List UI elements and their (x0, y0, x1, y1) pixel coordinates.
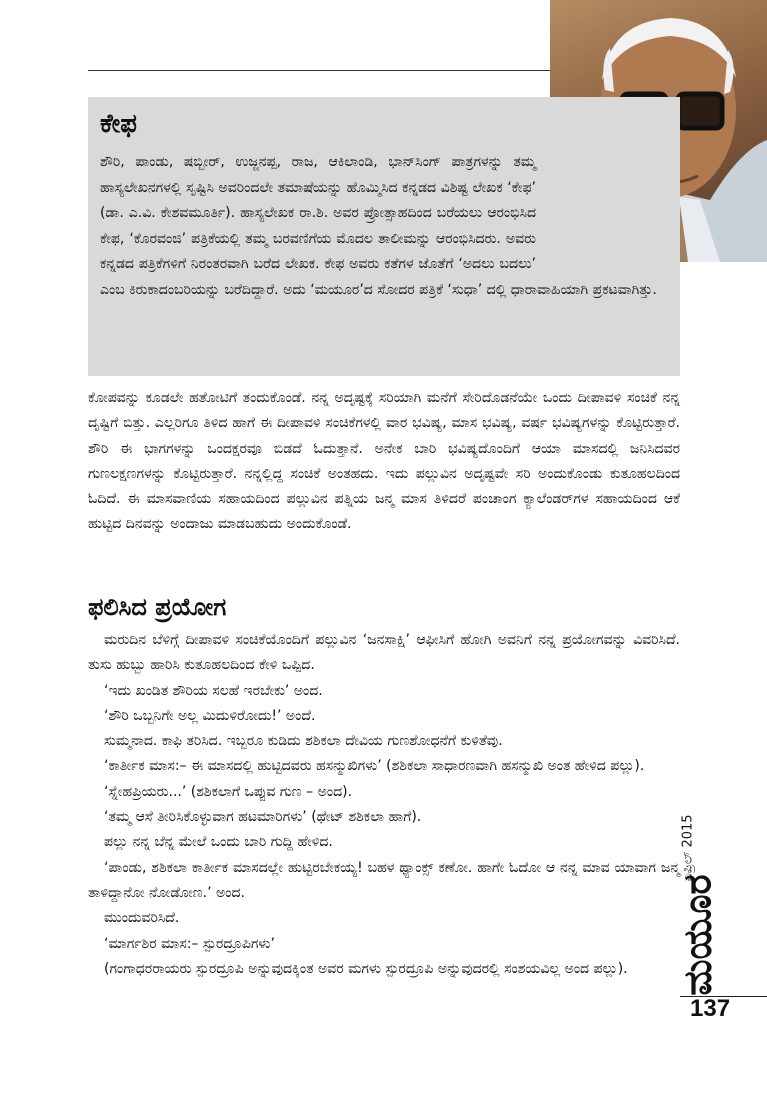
paragraph: ‘ಕಾರ್ತೀಕ ಮಾಸ:– ಈ ಮಾಸದಲ್ಲಿ ಹುಟ್ಟಿದವರು ಹಸನ್ಮುಖಿಗಳು’ (ಶಶಿಕಲಾ ಸಾಧಾರಣವಾಗಿ ಹಸನ್ಮುಖಿ ಅಂತ ಹೇಳಿದ ಪಲ್ಲು). (104, 758, 645, 775)
paragraph: ‘ಮಾರ್ಗಶಿರ ಮಾಸ:– ಸ್ಪುರದ್ರೂಪಿಗಳು’ (104, 935, 275, 952)
box-title: ಕೇಫ (100, 109, 137, 139)
issue-date: ಏಪ್ರಿಲ್ 2015 (680, 814, 696, 882)
section-body (88, 628, 680, 982)
magazine-logo (672, 874, 724, 996)
paragraph: ‘ಪಾಂಡು, ಶಶಿಕಲಾ ಕಾರ್ತೀಕ ಮಾಸದಲ್ಲೇ ಹುಟ್ಟಿರಬೇಕಯ್ಯ! ಬಹಳ ಥ್ಯಾಂಕ್ಸ್ ಕಣೋ. ಹಾಗೇ ಓದೋ ಆ ನನ್ನ ಮಾವ ಯಾವಾಗ ಜನ್ಮ ತಾಳಿದ್ದಾನೋ ನೋಡೋಣ.’ ಅಂದ. (88, 859, 680, 901)
page-number: 137 (690, 995, 731, 1022)
photo-wrap-spacer (536, 150, 668, 270)
paragraph: ಪಲ್ಲು ನನ್ನ ಬೆನ್ನ ಮೇಲೆ ಒಂದು ಬಾರಿ ಗುದ್ದಿ ಹೇಳಿದ. (104, 834, 333, 851)
intro-paragraph: ಕೋಪವನ್ನು ಕೂಡಲೇ ಹತೋಟಿಗೆ ತಂದುಕೊಂಡೆ. ನನ್ನ ಅದೃಷ್ಟಕ್ಕೆ ಸರಿಯಾಗಿ ಮನೆಗೆ ಸೇರಿದೊಡನೆಯೇ ಒಂದು ದೀಪಾವಳಿ ಸಂಚಿಕೆ ನನ್ನ ದೃಷ್ಟಿಗೆ ಬಿತ್ತು. ಎಲ್ಲರಿಗೂ ತಿಳಿದ ಹಾಗೆ ಈ ದೀಪಾವಳಿ ಸಂಚಿಕೆಗಳಲ್ಲಿ ವಾರ ಭವಿಷ್ಯ, ಮಾಸ ಭವಿಷ್ಯ, ವರ್ಷ ಭವಿಷ್ಯಗಳನ್ನು ಕೊಟ್ಟಿರುತ್ತಾರೆ. ಶೌರಿ ಈ ಭಾಗಗಳನ್ನು ಒಂದಕ್ಷರವೂ ಬಿಡದೆ ಓದುತ್ತಾನೆ. ಅನೇಕ ಬಾರಿ ಭವಿಷ್ಯದೊಂದಿಗೆ ಆಯಾ ಮಾಸದಲ್ಲಿ ಜನಿಸಿದವರ ಗುಣಲಕ್ಷಣಗಳನ್ನು ಕೊಟ್ಟಿರುತ್ತಾರೆ. ನನ್ನಲ್ಲಿದ್ದ ಸಂಚಿಕೆ ಅಂತಹದು. ಇದು ಪಲ್ಲುವಿನ ಅದೃಷ್ಟವೇ ಸರಿ ಅಂದುಕೊಂಡು ಕುತೂಹಲದಿಂದ ಓದಿದೆ. ಈ ಮಾಸವಾಣಿಯ ಸಹಾಯದಿಂದ ಪಲ್ಲುವಿನ ಪತ್ನಿಯ ಜನ್ಮ ಮಾಸ ತಿಳಿದರೆ ಪಂಚಾಂಗ ಕ್ಯಾಲೆಂಡರ್‌ಗಳ ಸಹಾಯದಿಂದ ಆಕೆ ಹುಟ್ಟಿದ ದಿನವನ್ನು ಅಂದಾಜು ಮಾಡಬಹುದು ಅಂದುಕೊಂಡೆ. (88, 390, 680, 533)
paragraph: ಸುಮ್ಮನಾದ. ಕಾಫಿ ತರಿಸಿದ. ಇಬ್ಬರೂ ಕುಡಿದು ಶಶಿಕಲಾ ದೇವಿಯ ಗುಣಶೋಧನೆಗೆ ಕುಳಿತೆವು. (104, 733, 503, 750)
paragraph: ಮರುದಿನ ಬೆಳಿಗ್ಗೆ ದೀಪಾವಳಿ ಸಂಚಿಕೆಯೊಂದಿಗೆ ಪಲ್ಲುವಿನ ‘ಜನಸಾಕ್ಷಿ’ ಆಫೀಸಿಗೆ ಹೋಗಿ ಅವನಿಗೆ ನನ್ನ ಪ್ರಯೋಗವನ್ನು ವಿವರಿಸಿದೆ. ತುಸು ಹುಬ್ಬು ಹಾರಿಸಿ ಕುತೂಹಲದಿಂದ ಕೇಳಿ ಒಪ್ಪಿದ. (88, 632, 680, 674)
section-heading: ಫಲಿಸಿದ ಪ್ರಯೋಗ (88, 593, 227, 621)
box-text-container (88, 150, 680, 303)
paragraph: ‘ಇದು ಖಂಡಿತ ಶೌರಿಯ ಸಲಹೆ ಇರಬೇಕು’ ಅಂದ. (104, 682, 323, 699)
paragraph: ‘ಸ್ನೇಹಪ್ರಿಯರು...’ (ಶಶಿಕಲಾಗೆ ಒಪ್ಪುವ ಗುಣ – ಅಂದ). (104, 783, 353, 800)
magazine-logo-text: ಮಯೂರ (675, 874, 720, 996)
paragraph: ‘ತಮ್ಮ ಆಸೆ ತೀರಿಸಿಕೊಳ್ಳುವಾಗ ಹಟಮಾರಿಗಳು’ (ಥೇಟ್ ಶಶಿಕಲಾ ಹಾಗೆ). (104, 809, 422, 826)
box-body-text: ಶೌರಿ, ಪಾಂಡು, ಷಬ್ಬೀರ್, ಉಜ್ಜನಪ್ಪ, ರಾಜ, ಆಕಿಲಾಂಡಿ, ಭಾನ್‌ಸಿಂಗ್ ಪಾತ್ರಗಳನ್ನು ತಮ್ಮ ಹಾಸ್ಯಲೇಖನಗಳಲ್ಲಿ ಸೃಷ್ಟಿಸಿ ಅವರಿಂದಲೇ ತಮಾಷೆಯನ್ನು ಹೊಮ್ಮಿಸಿದ ಕನ್ನಡದ ವಿಶಿಷ್ಟ ಲೇಖಕ ‘ಕೇಫ’ (ಡಾ. ಎ.ವಿ. ಕೇಶವಮೂರ್ತಿ). ಹಾಸ್ಯಲೇಖಕ ರಾ.ಶಿ. ಅವರ ಪ್ರೋತ್ಸಾಹದಿಂದ ಬರೆಯಲು ಆರಂಭಿಸಿದ ಕೇಫ, ‘ಕೊರವಂಜಿ’ ಪತ್ರಿಕೆಯಲ್ಲಿ ತಮ್ಮ ಬರವಣಿಗೆಯ ಮೊದಲ ತಾಲೀಮನ್ನು ಆರಂಭಿಸಿದರು. ಅವರು ಕನ್ನಡದ ಪತ್ರಿಕೆಗಳಿಗೆ ನಿರಂತರವಾಗಿ ಬರೆದ ಲೇಖಕ. ಕೇಫ ಅವರು ಕತೆಗಳ ಜೊತೆಗೆ ‘ಅದಲು ಬದಲು’ ಎಂಬ ಕಿರುಕಾದಂಬರಿಯನ್ನು ಬರೆದಿದ್ದಾರೆ. ಅದು ‘ಮಯೂರ’ದ ಸೋದರ ಪತ್ರಿಕೆ ‘ಸುಧಾ’ ದಲ್ಲಿ ಧಾರಾವಾಹಿಯಾಗಿ ಪ್ರಕಟವಾಗಿತ್ತು. (100, 154, 657, 298)
paragraph: ಮುಂದುವರಿಸಿದೆ. (104, 910, 180, 927)
paragraph: ‘ಶೌರಿ ಒಬ್ಬನಿಗೇ ಅಲ್ಲ ಮಿದುಳಿರೋದು!’ ಅಂದೆ. (104, 707, 316, 724)
top-rule (88, 70, 550, 71)
paragraph: (ಗಂಗಾಧರರಾಯರು ಸ್ಪುರದ್ರೂಪಿ ಅನ್ನುವುದಕ್ಕಿಂತ ಅವರ ಮಗಳು ಸ್ಪುರದ್ರೂಪಿ ಅನ್ನುವುದರಲ್ಲಿ ಸಂಶಯವಿಲ್ಲ ಅಂದ ಪಲ್ಲು). (104, 960, 628, 977)
